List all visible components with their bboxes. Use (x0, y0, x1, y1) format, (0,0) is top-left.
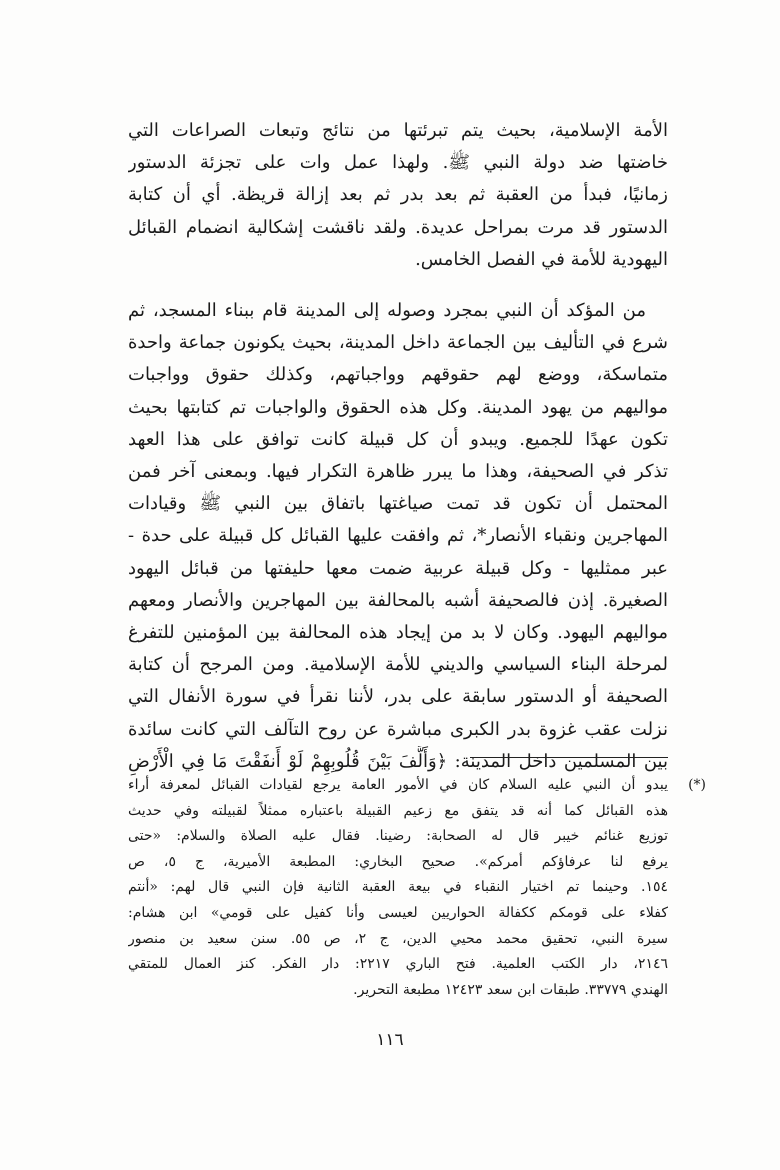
footnote-line: يبدو أن النبي عليه السلام كان في الأمور العامة يرجع لقيادات القبائل لمعرفة أراء (128, 777, 668, 793)
paragraph-2-line: عبر ممثليها - وكل قبيلة عربية ضمت معها حليفتها من قبائل اليهود (128, 557, 668, 579)
paragraph-2-line: لمرحلة البناء السياسي والديني للأمة الإسلامية. ومن المرجح أن كتابة (128, 654, 668, 676)
page-number: ١١٦ (376, 1030, 404, 1050)
paragraph-2-line: المحتمل أن تكون قد تمت صياغتها باتفاق بين النبي ﷺ وقيادات (128, 493, 668, 515)
footnote-line: ٢١٤٦، دار الكتب العلمية. فتح الباري ٢٢١٧: دار الفكر. كنز العمال للمتقي (128, 956, 668, 973)
footnote-line: الهندي ٣٣٧٧٩. طبقات ابن سعد ١٢٤٢٣ مطبعة التحرير. (353, 981, 668, 998)
footnote-line: سيرة النبي، تحقيق محمد محيي الدين، ج ٢، ص ٥٥. سنن سعيد بن منصور (128, 930, 668, 947)
paragraph-2-line: متماسكة، ووضع لهم حقوقهم وواجباتهم، وكذلك حقوق وواجبات (128, 364, 668, 386)
paragraph-2 (128, 295, 668, 778)
footnote-line: ١٥٤. وحينما تم اختيار النقباء في بيعة العقبة الثانية فإن النبي قال لهم: «أنتم (128, 879, 668, 896)
paragraph-2-line: الصحيفة أو الدستور سابقة على بدر، لأننا نقرأ في سورة الأنفال التي (128, 686, 668, 708)
paragraph-2-line: مواليهم اليهود. وكان لا بد من إيجاد هذه المحالفة بين المؤمنين للتفرغ (128, 622, 668, 644)
paragraph-1 (128, 115, 668, 276)
paragraph-1-line: خاضتها ضد دولة النبي ﷺ. ولهذا عمل وات على تجزئة الدستور (128, 152, 668, 174)
paragraph-2-line: شرع في التأليف بين الجماعة داخل المدينة، بحيث يكونون جماعة واحدة (128, 332, 668, 354)
paragraph-1-line: زمانيًا، فبدأ من العقبة ثم بعد بدر ثم بعد إزالة قريظة. أي أن كتابة (128, 184, 668, 206)
paragraph-2-line: تكون عهدًا للجميع. ويبدو أن كل قبيلة كانت توافق على هذا العهد (128, 428, 668, 450)
paragraph-2-line: مواليهم من يهود المدينة. وكل هذه الحقوق والواجبات تم كتابتها بحيث (128, 396, 668, 418)
footnote-line: يرفع لنا عرفاؤكم أمركم». صحيح البخاري: المطبعة الأميرية، ج ٥، ص (128, 853, 668, 870)
paragraph-1-line: الدستور قد مرت بمراحل عديدة. ولقد ناقشت إشكالية انضمام القبائل (128, 216, 668, 238)
paragraph-2-line: بين المسلمين داخل المدينة: ﴿وَأَلَّفَ بَيْنَ قُلُوبِهِمْ لَوْ أَنفَقْتَ مَا فِي الْأَرْضِ (128, 750, 668, 772)
footnote-line: توزيع غنائم خيبر قال له الصحابة: رضينا. فقال عليه الصلاة والسلام: «حتى (128, 828, 668, 845)
footnote (128, 773, 706, 1003)
footnote-divider (470, 757, 668, 758)
paragraph-2-line: نزلت عقب غزوة بدر الكبرى مباشرة عن روح التآلف التي كانت سائدة (128, 718, 668, 740)
paragraph-2-line: الصغيرة. إذن فالصحيفة أشبه بالمحالفة بين المهاجرين والأنصار ومعهم (128, 589, 668, 611)
paragraph-2-line: المهاجرين ونقباء الأنصار*، ثم وافقت عليها القبائل كل قبيلة على حدة - (128, 525, 668, 547)
footnote-line: هذه القبائل كما أنه قد يتفق مع زعيم القبيلة باعتباره ممثلاً لقبيلته وفي حديث (128, 802, 668, 819)
footnote-marker: (*) (688, 777, 706, 793)
paragraph-2-line: من المؤكد أن النبي بمجرد وصوله إلى المدينة قام ببناء المسجد، ثم (128, 300, 646, 321)
paragraph-2-line: تذكر في الصحيفة، وهذا ما يبرر ظاهرة التكرار فيها. وبمعنى آخر فمن (128, 461, 668, 483)
paragraph-1-line: الأمة الإسلامية، بحيث يتم تبرئتها من نتائج وتبعات الصراعات التي (128, 120, 668, 141)
paragraph-1-line: اليهودية للأمة في الفصل الخامس. (415, 248, 668, 270)
footnote-line: كفلاء على قومكم ككفالة الحواريين لعيسى وأنا كفيل على قومي» ابن هشام: (128, 904, 668, 921)
